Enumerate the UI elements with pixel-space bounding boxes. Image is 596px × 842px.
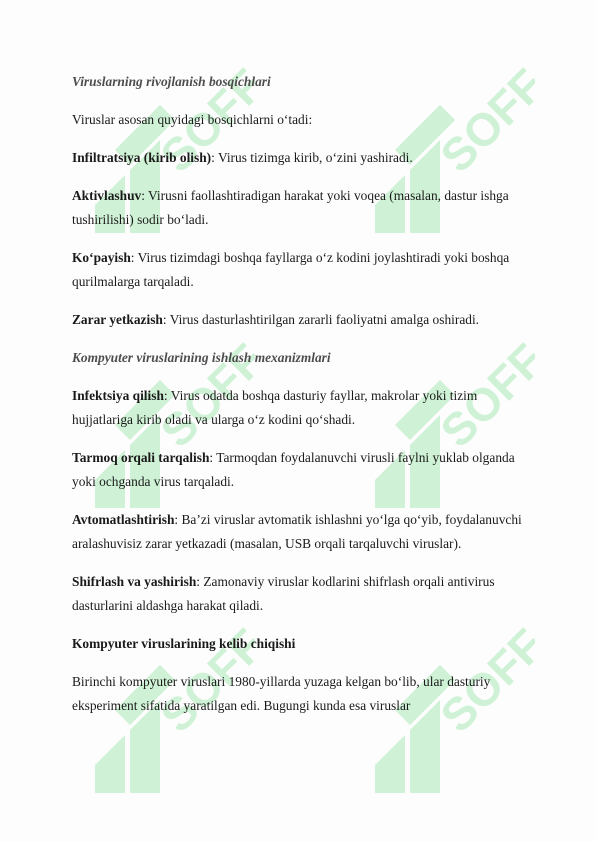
term-label: Aktivlashuv xyxy=(72,188,142,203)
heading-origin: Kompyuter viruslarining kelib chiqishi xyxy=(72,636,296,651)
paragraph-infection: Infektsiya qilish: Virus odatda boshqa dasturiy fayllar, makrolar yoki tizim hujjatlariga kirib oladi va ularga o‘z kodini qo‘shadi. xyxy=(72,388,478,427)
svg-text:SOFF: SOFF xyxy=(150,618,255,743)
term-label: Ko‘payish xyxy=(72,250,131,265)
paragraph-replication: Ko‘payish: Virus tizimdagi boshqa fayllarga o‘z kodini joylashtiradi yoki boshqa qurilmalarga tarqaladi. xyxy=(72,250,510,289)
paragraph-network-spread: Tarmoq orqali tarqalish: Tarmoqdan foydalanuvchi virusli faylni yuklab olganda yoki ochganda virus tarqaladi. xyxy=(72,450,515,489)
svg-text:SOFF: SOFF xyxy=(150,58,255,183)
paragraph-encryption: Shifrlash va yashirish: Zamonaviy viruslar kodlarini shifrlash orqali antivirus dasturlarini aldashga harakat qiladi. xyxy=(72,574,495,613)
svg-text:SOFF: SOFF xyxy=(430,618,535,743)
paragraph-activation: Aktivlashuv: Virusni faollashtiradigan harakat yoki voqea (masalan, dastur ishga tushirilishi) sodir bo‘ladi. xyxy=(72,188,509,227)
document-body xyxy=(72,70,524,732)
paragraph-automation: Avtomatlashtirish: Ba’zi viruslar avtomatik ishlashni yo‘lga qo‘yib, foydalanuvchi aralashuvisiz zarar yetkazadi (masalan, USB orqali tarqaluvchi viruslar). xyxy=(72,512,522,551)
paragraph-damage: Zarar yetkazish: Virus dasturlashtirilgan zararli faoliyatni amalga oshiradi. xyxy=(72,312,480,327)
heading-mechanisms: Kompyuter viruslarining ishlash mexanizmlari xyxy=(72,350,331,365)
heading-development-stages: Viruslarning rivojlanish bosqichlari xyxy=(72,74,271,89)
svg-text:SOFF: SOFF xyxy=(430,58,535,183)
paragraph-origin: Birinchi kompyuter viruslari 1980-yillarda yuzaga kelgan bo‘lib, ular dasturiy eksperiment sifatida yaratilgan edi. Bugungi kunda esa viruslar xyxy=(72,674,491,713)
paragraph-intro: Viruslar asosan quyidagi bosqichlarni o‘tadi: xyxy=(72,112,313,127)
term-label: Infektsiya qilish xyxy=(72,388,164,403)
svg-text:SOFF: SOFF xyxy=(430,333,535,458)
svg-text:SOFF: SOFF xyxy=(150,333,255,458)
term-label: Zarar yetkazish xyxy=(72,312,163,327)
term-label: Infiltratsiya (kirib olish) xyxy=(72,150,212,165)
paragraph-infiltration: Infiltratsiya (kirib olish): Virus tizimga kirib, o‘zini yashiradi. xyxy=(72,150,413,165)
term-label: Shifrlash va yashirish xyxy=(72,574,197,589)
term-label: Avtomatlashtirish xyxy=(72,512,175,527)
term-label: Tarmoq orqali tarqalish xyxy=(72,450,210,465)
